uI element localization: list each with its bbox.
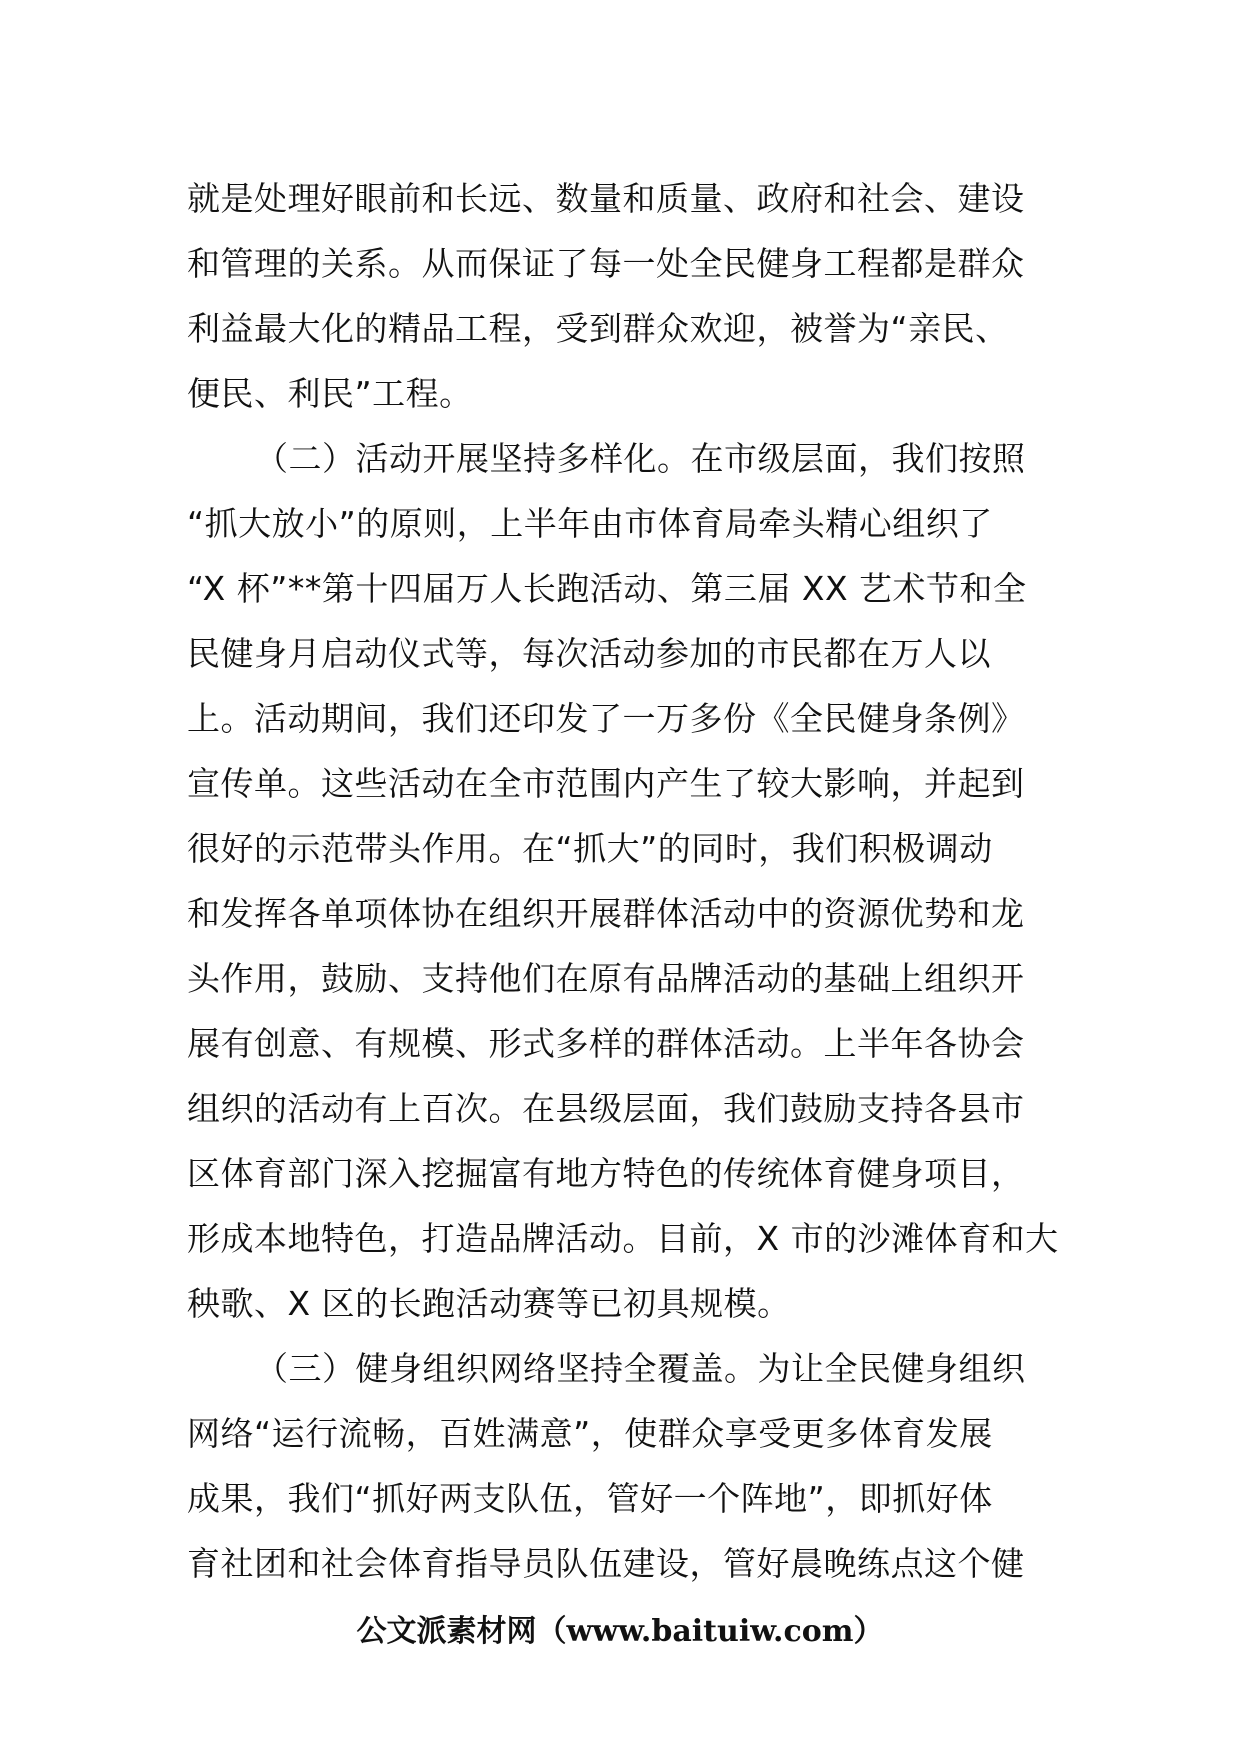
text-line: 利益最大化的精品工程，受到群众欢迎，被誉为“亲民、	[187, 309, 1009, 348]
text-line: 上。活动期间，我们还印发了一万多份《全民健身条例》	[187, 699, 1025, 738]
paragraph-heading-line: （二）活动开展坚持多样化。在市级层面，我们按照	[255, 439, 1026, 478]
text-line: 便民、利民”工程。	[187, 374, 473, 413]
text-line: 成果，我们“抓好两支队伍，管好一个阵地”，即抓好体	[187, 1479, 993, 1518]
text-line: 就是处理好眼前和长远、数量和质量、政府和社会、建设	[187, 179, 1025, 218]
text-line: 头作用，鼓励、支持他们在原有品牌活动的基础上组织开	[187, 959, 1025, 998]
text-line: “X 杯”**第十四届万人长跑活动、第三届 XX 艺术节和全	[187, 569, 1027, 608]
text-line: 区体育部门深入挖掘富有地方特色的传统体育健身项目，	[187, 1154, 1025, 1193]
footer-watermark: 公文派素材网（www.baituiw.com）	[356, 1614, 884, 1649]
text-line: 展有创意、有规模、形式多样的群体活动。上半年各协会	[187, 1024, 1025, 1063]
text-line: “抓大放小”的原则，上半年由市体育局牵头精心组织了	[187, 504, 993, 543]
text-line: 秧歌、X 区的长跑活动赛等已初具规模。	[187, 1284, 791, 1323]
paragraph-heading-line: （三）健身组织网络坚持全覆盖。为让全民健身组织	[255, 1349, 1026, 1388]
text-line: 宣传单。这些活动在全市范围内产生了较大影响，并起到	[187, 764, 1025, 803]
text-line: 很好的示范带头作用。在“抓大”的同时，我们积极调动	[187, 829, 993, 868]
text-line: 网络“运行流畅，百姓满意”，使群众享受更多体育发展	[187, 1414, 993, 1453]
document-body	[187, 166, 1057, 1596]
text-line: 民健身月启动仪式等，每次活动参加的市民都在万人以	[187, 634, 991, 673]
text-line: 和管理的关系。从而保证了每一处全民健身工程都是群众	[187, 244, 1025, 283]
text-line: 形成本地特色，打造品牌活动。目前，X 市的沙滩体育和大	[187, 1219, 1059, 1258]
text-line: 育社团和社会体育指导员队伍建设，管好晨晚练点这个健	[187, 1544, 1025, 1583]
text-line: 和发挥各单项体协在组织开展群体活动中的资源优势和龙	[187, 894, 1025, 933]
text-line: 组织的活动有上百次。在县级层面，我们鼓励支持各县市	[187, 1089, 1025, 1128]
